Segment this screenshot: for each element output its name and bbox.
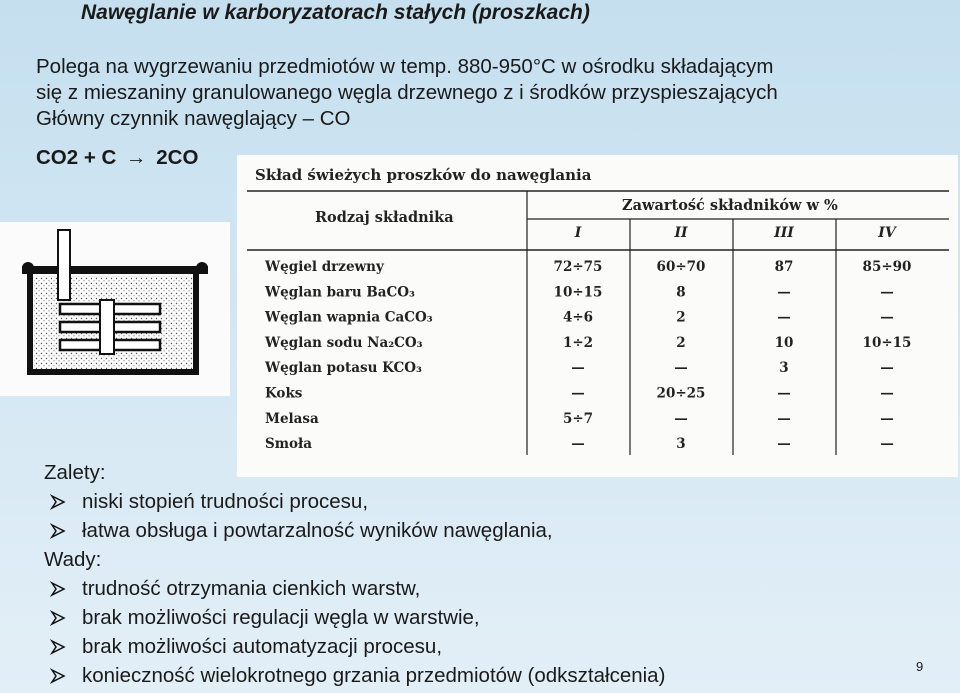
pros-item: niski stopień trudności procesu,: [82, 490, 369, 513]
row-label: Węgiel drzewny: [265, 259, 384, 275]
column-header: IV: [878, 225, 896, 241]
row-label: Węglan wapnia CaCO₃: [265, 309, 433, 326]
row-label: Węglan sodu Na₂CO₃: [265, 334, 423, 351]
intro-line: Polega na wygrzewaniu przedmiotów w temp. 880-950°C w ośrodku składającym: [36, 55, 774, 78]
row-label: Węglan baru BaCO₃: [265, 284, 415, 301]
arrowhead-bullet-icon: [50, 523, 66, 539]
table-cell: —: [880, 284, 894, 301]
table-cell: —: [880, 309, 894, 326]
row-label: Węglan potasu KCO₃: [265, 360, 422, 377]
right-arrow-icon: →: [126, 146, 147, 169]
table-cell: —: [571, 385, 585, 402]
table-cell: —: [880, 385, 894, 402]
column-header: III: [774, 225, 794, 241]
arrowhead-bullet-icon: [50, 668, 66, 684]
table-cell: 87: [774, 259, 794, 275]
table-cell: —: [880, 410, 894, 427]
table-cell: —: [777, 309, 791, 326]
table-cell: —: [777, 436, 791, 453]
page-number: 9: [916, 659, 924, 674]
table-cell: —: [571, 360, 585, 377]
reaction-right: 2CO: [156, 146, 199, 169]
table-cell: 60÷70: [656, 259, 706, 275]
cons-heading: Wady:: [44, 548, 102, 571]
intro-text: [36, 54, 936, 132]
table-cell: —: [571, 436, 585, 453]
table-cell: —: [777, 410, 791, 427]
row-label: Koks: [265, 385, 303, 402]
row-header: Rodzaj składnika: [315, 209, 454, 226]
table-cell: —: [777, 284, 791, 301]
table-cell: 20÷25: [656, 385, 706, 402]
table-cell: —: [674, 360, 688, 377]
table-cell: 10÷15: [862, 334, 912, 351]
arrowhead-bullet-icon: [50, 581, 66, 597]
row-label: Smoła: [265, 436, 312, 453]
cons-item: konieczność wielokrotnego grzania przedmiotów (odkształcenia): [82, 664, 666, 687]
carburizing-box-diagram: [0, 222, 230, 396]
table-cell: —: [674, 410, 688, 427]
reaction-equation: [36, 146, 198, 170]
table-row: [264, 259, 911, 275]
header-group: Zawartość składników w %: [622, 197, 838, 214]
table-cell: 3: [779, 360, 789, 377]
list-item: [44, 516, 665, 545]
arrowhead-bullet-icon: [50, 639, 66, 655]
table-row: [264, 335, 911, 351]
table-row: [265, 436, 894, 452]
composition-table: [237, 155, 958, 477]
pros-item: łatwa obsługa i powtarzalność wyników nawęglania,: [82, 519, 553, 542]
table-cell: 2: [676, 309, 686, 326]
list-item: [44, 487, 665, 516]
intro-line: Główny czynnik nawęglający – CO: [36, 107, 351, 130]
pros-heading: Zalety:: [44, 461, 106, 484]
table-row: [264, 360, 894, 376]
table-row: [264, 310, 894, 326]
table-row: [265, 411, 894, 427]
reaction-left: CO2 + C: [36, 146, 117, 169]
cons-item: trudność otrzymania cienkich warstw,: [82, 577, 421, 600]
table-cell: 10÷15: [553, 284, 603, 301]
table-cell: —: [777, 385, 791, 402]
table-row: [265, 386, 894, 402]
table-cell: 85÷90: [862, 259, 912, 275]
table-cell: 1÷2: [562, 334, 594, 351]
row-label: Melasa: [265, 410, 319, 427]
table-cell: 4÷6: [562, 309, 594, 326]
list-item: [44, 632, 665, 661]
cons-item: brak możliwości regulacji węgla w warstwie,: [82, 606, 480, 629]
table-cell: 10: [774, 334, 794, 351]
table-row: [264, 284, 894, 300]
arrowhead-bullet-icon: [50, 494, 66, 510]
table-cell: —: [880, 360, 894, 377]
cons-item: brak możliwości automatyzacji procesu,: [82, 635, 443, 658]
list-item: [44, 661, 665, 690]
table-cell: —: [880, 436, 894, 453]
list-item: [44, 574, 665, 603]
column-header: II: [674, 225, 688, 241]
slide-title: Nawęglanie w karboryzatorach stałych (proszkach): [81, 1, 590, 24]
pros-cons: [44, 458, 665, 690]
arrowhead-bullet-icon: [50, 610, 66, 626]
table-cell: 3: [676, 436, 686, 453]
column-header: I: [574, 225, 582, 241]
table-cell: 2: [676, 334, 686, 351]
table-cell: 72÷75: [553, 259, 603, 275]
table-cell: 8: [676, 284, 686, 301]
intro-line: się z mieszaniny granulowanego węgla drzewnego z i środków przyspieszających: [36, 81, 778, 104]
table-caption: Skład świeżych proszków do nawęglania: [255, 166, 592, 184]
list-item: [44, 603, 665, 632]
table-cell: 5÷7: [562, 410, 594, 427]
